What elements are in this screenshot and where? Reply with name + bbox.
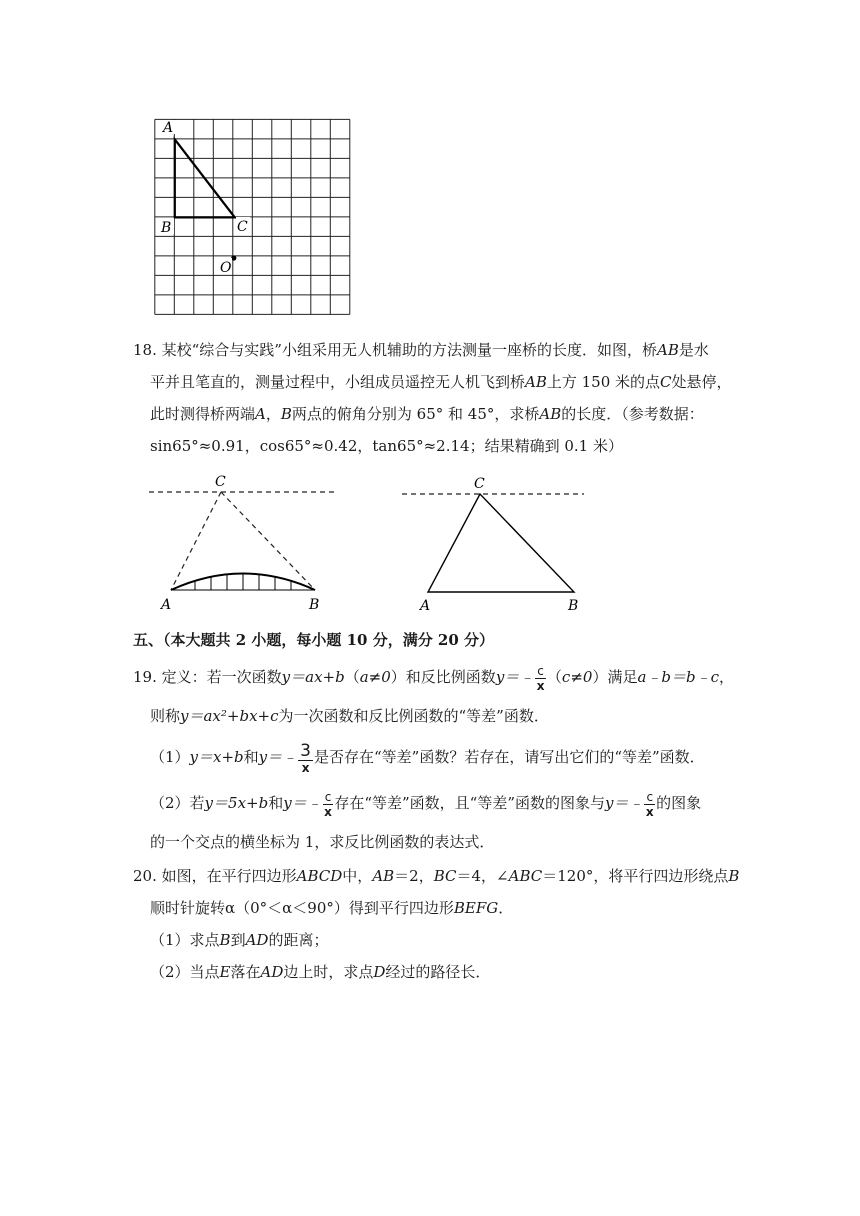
q19-cond-a: a≠0: [359, 668, 391, 686]
left-label-b: B: [309, 597, 320, 613]
q19-p2-label: （2）若: [150, 794, 205, 812]
q20-text1e: ＝120°，将平行四边形绕点: [542, 867, 729, 885]
q20-p1a: （1）求点: [150, 931, 220, 949]
q20-p1-b: B: [219, 931, 231, 949]
q19-text1a: 定义：若一次函数: [161, 668, 282, 686]
q20-p2a: （2）当点: [150, 963, 220, 981]
q20-bc: BC: [433, 867, 457, 885]
q20-p1b: 到: [230, 931, 246, 949]
q19-relation: a﹣b＝b﹣c: [637, 668, 720, 686]
fraction-c-over-x-3: $\frac{c}{x}$: [645, 789, 654, 819]
triangle-acb: [428, 494, 574, 592]
q20-part1: [150, 930, 328, 950]
q20-text1c: ＝2，: [394, 867, 434, 885]
q18-ab3: AB: [539, 405, 562, 423]
q19-p1-inverse: y＝﹣: [258, 748, 298, 766]
q19-line2: [150, 706, 549, 726]
q20-p2d: 经过的路径长．: [385, 963, 491, 981]
q19-p2-inverse: y＝﹣: [283, 794, 322, 812]
q20-ab: AB: [372, 867, 395, 885]
q18-text2b: 上方 150 米的点: [546, 373, 661, 391]
q19-p2-tail: 的图象: [656, 794, 702, 812]
q19-p2-linear: y＝5x+b: [204, 794, 269, 812]
left-label-c: C: [215, 474, 226, 490]
q19-text2a: 则称: [150, 707, 181, 725]
q18-line1: [133, 340, 709, 360]
q20-line1: [133, 866, 739, 886]
q19-text2b: 为一次函数和反比例函数的“等差”函数．: [278, 707, 549, 725]
q19-linear-func: y＝ax+b: [281, 668, 345, 686]
label-o: O: [220, 260, 232, 276]
label-a: A: [163, 120, 174, 136]
q20-p1-ad: AD: [245, 931, 269, 949]
bridge-figure-right: [398, 472, 598, 617]
q18-line3: [150, 404, 704, 424]
q18-comma: ，: [265, 405, 281, 423]
q19-number: 19.: [133, 668, 157, 686]
label-c: C: [237, 219, 248, 235]
q18-tail3: 的长度．（参考数据：: [561, 405, 704, 423]
q18-line2: [150, 372, 732, 392]
q20-abcd: ABCD: [296, 867, 343, 885]
q18-b: B: [280, 405, 292, 423]
q18-tail2: 处悬停，: [671, 373, 732, 391]
q20-p2-e: E: [219, 963, 231, 981]
q20-p2-d: D: [373, 963, 386, 981]
q20-text1a: 如图，在平行四边形: [161, 867, 297, 885]
q20-p2b: 落在: [230, 963, 261, 981]
section5-title: 五、（本大题共 2 小题，每小题 10 分，满分 20 分）: [133, 631, 495, 649]
q20-befg: BEFG: [453, 899, 499, 917]
q18-c: C: [660, 373, 672, 391]
q19-inverse-func: y＝﹣: [495, 668, 535, 686]
bridge-figure-left: [145, 472, 345, 617]
q18-text3a: 此时测得桥两端: [150, 405, 256, 423]
q20-p2c: 边上时，求点: [283, 963, 374, 981]
q19-part1: [150, 740, 705, 774]
q20-b: B: [728, 867, 740, 885]
q20-text1d: ＝4，∠: [456, 867, 509, 885]
q20-abc: ABC: [508, 867, 543, 885]
q19-p2-and: 和: [268, 794, 284, 812]
bridge-pillars: [195, 573, 291, 590]
right-label-b: B: [568, 598, 579, 614]
q19-comma: ，: [719, 668, 735, 686]
left-label-a: A: [161, 597, 172, 613]
grid-figure: [150, 112, 360, 322]
q19-p1-linear: y＝x+b: [189, 748, 244, 766]
q19-p1-text: 是否存在“等差”函数？若存在，请写出它们的“等差”函数．: [313, 748, 705, 766]
q19-cond-c: c≠0: [561, 668, 593, 686]
fraction-3-over-x: $\frac{3}{x}$: [300, 740, 311, 775]
q19-p1-and: 和: [243, 748, 259, 766]
q18-line4: sin65°≈0.91，cos65°≈0.42，tan65°≈2.14；结果精确到 0.1 米）: [150, 437, 623, 455]
right-label-a: A: [420, 598, 431, 614]
q18-text3b: 两点的俯角分别为 65° 和 45°，求桥: [291, 405, 540, 423]
q20-line2: [150, 898, 513, 918]
q19-quadratic: y＝ax²+bx+c: [180, 707, 279, 725]
q18-tail1: 是水: [678, 341, 709, 359]
q20-p1c: 的距离；: [268, 931, 329, 949]
right-label-c: C: [474, 476, 485, 492]
q20-p2-ad: AD: [260, 963, 284, 981]
q20-text2a: 顺时针旋转α（0°＜α＜90°）得到平行四边形: [150, 899, 454, 917]
fraction-c-over-x-2: $\frac{c}{x}$: [324, 789, 332, 819]
q18-a: A: [255, 405, 266, 423]
q19-text1c: ）和反比例函数: [390, 668, 496, 686]
q18-ab: AB: [656, 341, 679, 359]
q19-line1: [133, 660, 734, 694]
q18-text2a: 平并且笔直的，测量过程中，小组成员遥控无人机飞到桥: [150, 373, 526, 391]
q19-part2-line2: 的一个交点的横坐标为 1，求反比例函数的表达式．: [150, 833, 495, 851]
q19-p2-inverse2: y＝﹣: [605, 794, 644, 812]
q18-ab2: AB: [525, 373, 547, 391]
q19-part2: [150, 786, 701, 820]
q19-p2-text: 存在“等差”函数，且“等差”函数的图象与: [334, 794, 605, 812]
q20-part2: [150, 962, 490, 982]
fraction-c-over-x: $\frac{c}{x}$: [536, 663, 545, 693]
q19-paren-open: （: [344, 668, 360, 686]
q20-text1b: 中，: [342, 867, 373, 885]
q18-number: 18.: [133, 341, 157, 359]
q18-text1: 某校“综合与实践”小组采用无人机辅助的方法测量一座桥的长度．如图，桥: [161, 341, 657, 359]
label-b: B: [161, 220, 172, 236]
q19-p1-label: （1）: [150, 748, 190, 766]
q19-paren-open2: （: [546, 668, 562, 686]
q20-period: ．: [498, 899, 514, 917]
q19-text1e: ）满足: [592, 668, 638, 686]
q20-number: 20.: [133, 867, 157, 885]
